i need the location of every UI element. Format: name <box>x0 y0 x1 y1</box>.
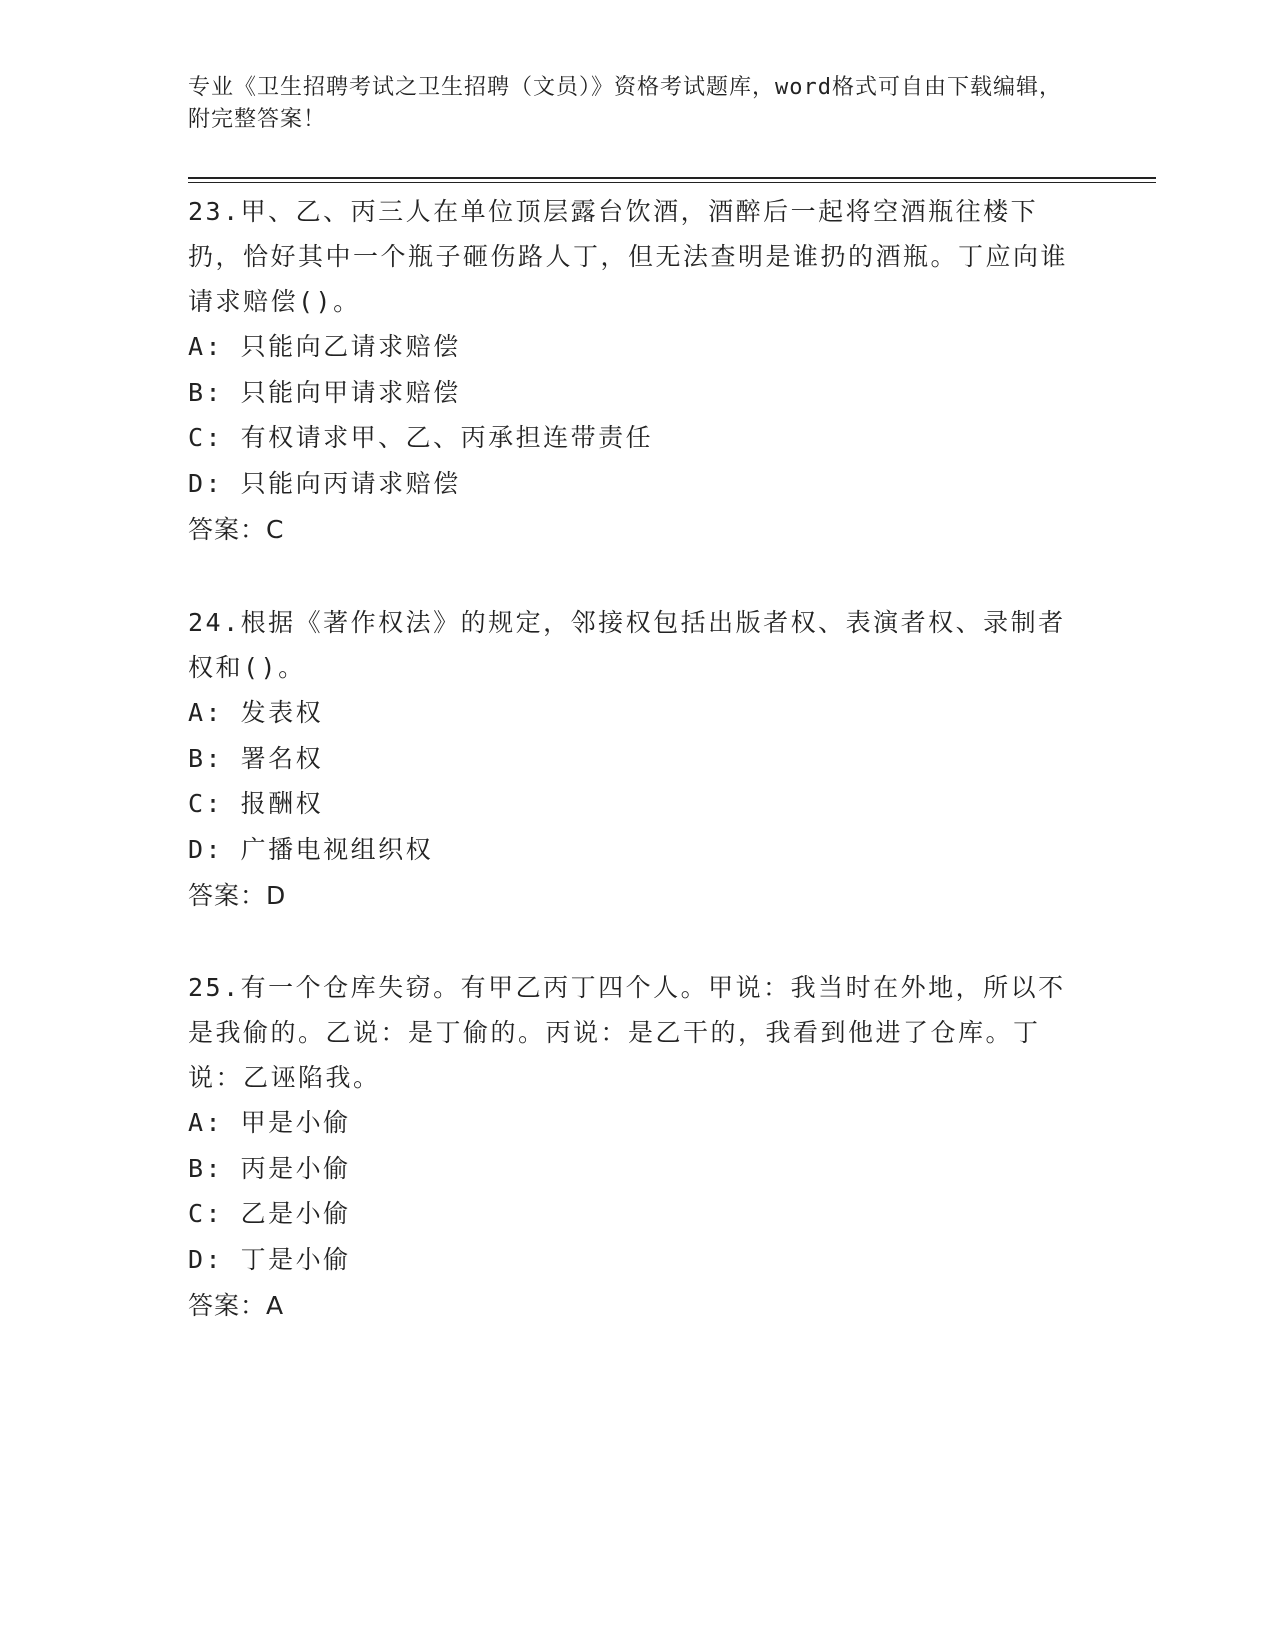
question-stem: 24.根据《著作权法》的规定，邻接权包括出版者权、表演者权、录制者权和()。 <box>188 608 1066 682</box>
option-c: C: 有权请求甲、乙、丙承担连带责任 <box>188 423 654 452</box>
answer-line: 答案：A <box>188 1291 285 1320</box>
question-24 <box>188 600 1088 918</box>
header-divider-thick <box>188 177 1156 179</box>
option-b: B: 只能向甲请求赔偿 <box>188 377 461 407</box>
option-c: C: 报酬权 <box>188 789 324 818</box>
question-25 <box>188 965 1088 1328</box>
option-d: D: 丁是小偷 <box>188 1244 351 1274</box>
answer-line: 答案：C <box>188 515 285 544</box>
question-23 <box>188 189 1088 552</box>
option-a: A: 甲是小偷 <box>188 1108 351 1137</box>
question-stem: 25.有一个仓库失窃。有甲乙丙丁四个人。甲说：我当时在外地，所以不是我偷的。乙说：是丁偷的。丙说：是乙干的，我看到他进了仓库。丁说：乙诬陷我。 <box>188 973 1066 1092</box>
question-stem: 23.甲、乙、丙三人在单位顶层露台饮酒，酒醉后一起将空酒瓶往楼下扔，恰好其中一个瓶子砸伤路人丁，但无法查明是谁扔的酒瓶。丁应向谁请求赔偿()。 <box>188 197 1069 316</box>
option-d: D: 广播电视组织权 <box>188 834 434 864</box>
document-header <box>188 72 1068 136</box>
header-divider-thin <box>188 182 1156 183</box>
option-a: A: 发表权 <box>188 698 324 727</box>
option-a: A: 只能向乙请求赔偿 <box>188 332 461 361</box>
option-c: C: 乙是小偷 <box>188 1199 351 1228</box>
option-b: B: 丙是小偷 <box>188 1153 351 1183</box>
header-intro-text: 专业《卫生招聘考试之卫生招聘（文员）》资格考试题库，word格式可自由下载编辑，附完整答案！ <box>188 75 1062 132</box>
option-d: D: 只能向丙请求赔偿 <box>188 468 461 498</box>
option-b: B: 署名权 <box>188 743 324 773</box>
answer-line: 答案：D <box>188 881 287 910</box>
